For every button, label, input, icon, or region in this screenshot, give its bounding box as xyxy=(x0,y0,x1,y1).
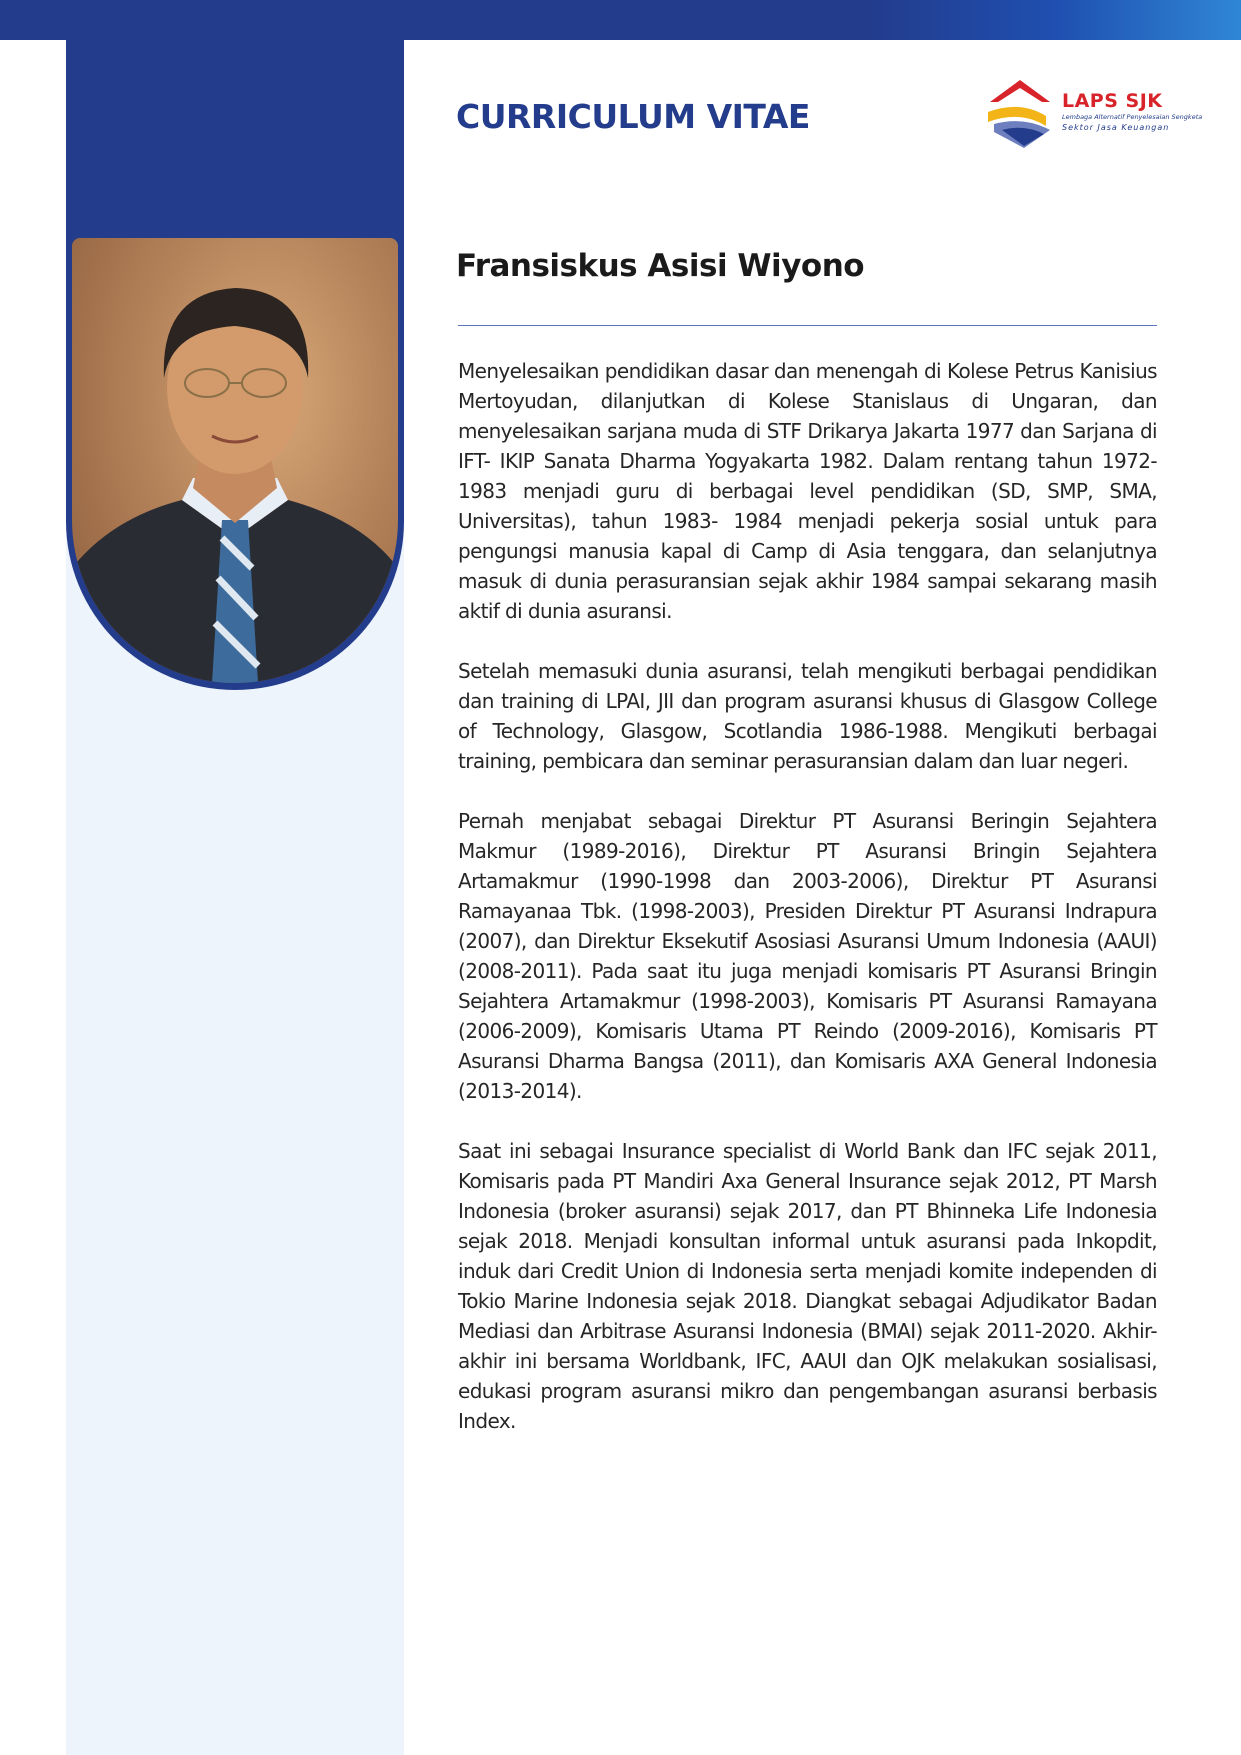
portrait-photo xyxy=(72,238,398,683)
logo-name: LAPS SJK xyxy=(1062,90,1163,112)
person-name: Fransiskus Asisi Wiyono xyxy=(456,248,865,284)
page-title: CURRICULUM VITAE xyxy=(456,97,810,136)
logo-subtitle-1: Lembaga Alternatif Penyelesaian Sengketa xyxy=(1062,113,1203,121)
photo-frame xyxy=(66,238,404,690)
bio-paragraph-positions: Pernah menjabat sebagai Direktur PT Asuransi Beringin Sejahtera Makmur (1989-2016), Direktur PT Asuransi Bringin Sejahtera Artamakmur (1990-1998 dan 2003-2006), Direktur PT Asuransi Ramayanaa Tbk. (1998-2003), Presiden Direktur PT Asuransi Indrapura (2007), dan Direktur Eksekutif Asosiasi Asuransi Umum Indonesia (AAUI) (2008-2011). Pada saat itu juga menjadi komisaris PT Asuransi Bringin Sejahtera Artamakmur (1998-2003), Komisaris PT Asuransi Ramayana (2006-2009), Komisaris Utama PT Reindo (2009-2016), Komisaris PT Asuransi Dharma Bangsa (2011), dan Komisaris AXA General Indonesia (2013-2014). xyxy=(458,809,1157,1103)
bio-paragraph-training: Setelah memasuki dunia asuransi, telah mengikuti berbagai pendidikan dan training di LPAI, JII dan program asuransi khusus di Glasgow College of Technology, Glasgow, Scotlandia 1986-1988. Mengikuti berbagai training, pembicara dan seminar perasuransian dalam dan luar negeri. xyxy=(458,659,1157,773)
divider xyxy=(458,325,1157,326)
portrait-icon xyxy=(72,238,398,683)
laps-sjk-logo xyxy=(984,72,1203,152)
left-margin xyxy=(0,40,66,1755)
laps-logo-icon xyxy=(984,72,1059,152)
biography xyxy=(458,356,1157,1466)
logo-subtitle-2: Sektor Jasa Keuangan xyxy=(1062,123,1170,132)
bio-paragraph-current: Saat ini sebagai Insurance specialist di World Bank dan IFC sejak 2011, Komisaris pada PT Mandiri Axa General Insurance sejak 2012, PT Marsh Indonesia (broker asuransi) sejak 2017, dan PT Bhinneka Life Indonesia sejak 2018. Menjadi konsultan informal untuk asuransi pada Inkopdit, induk dari Credit Union di Indonesia serta menjadi komite independen di Tokio Marine Indonesia sejak 2018. Diangkat sebagai Adjudikator Badan Mediasi dan Arbitrase Asuransi Indonesia (BMAI) sejak 2011-2020. Akhir-akhir ini bersama Worldbank, IFC, AAUI dan OJK melakukan sosialisasi, edukasi program asuransi mikro dan pengembangan asuransi berbasis Index. xyxy=(458,1139,1157,1433)
bio-paragraph-education: Menyelesaikan pendidikan dasar dan menengah di Kolese Petrus Kanisius Mertoyudan, dilanjutkan di Kolese Stanislaus di Ungaran, dan menyelesaikan sarjana muda di STF Drikarya Jakarta 1977 dan Sarjana di IFT- IKIP Sanata Dharma Yogyakarta 1982. Dalam rentang tahun 1972-1983 menjadi guru di berbagai level pendidikan (SD, SMP, SMA, Universitas), tahun 1983- 1984 menjadi pekerja sosial untuk para pengungsi manusia kapal di Camp di Asia tenggara, dan selanjutnya masuk di dunia perasuransian sejak akhir 1984 sampai sekarang masih aktif di dunia asuransi. xyxy=(458,359,1157,623)
